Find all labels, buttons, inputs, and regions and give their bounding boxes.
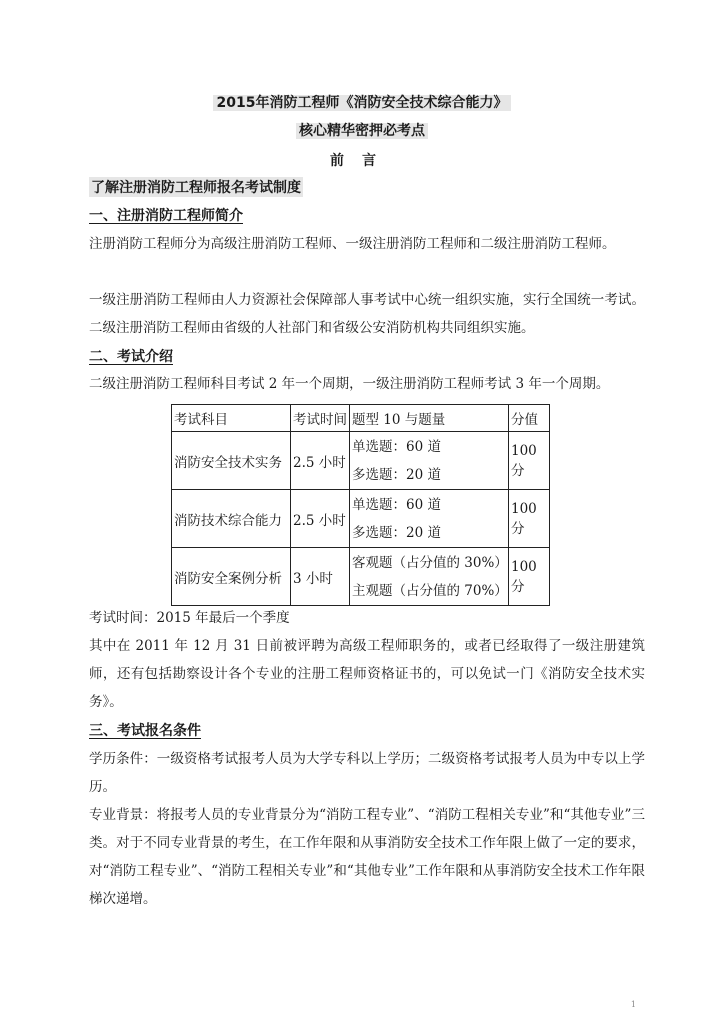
question-type: 单选题：60 道 [352,438,441,455]
table-header: 考试时间 [291,405,350,432]
document-subtitle: 核心精华密押必考点 [0,120,724,140]
exam-table [171,404,550,606]
question-type: 多选题：20 道 [352,524,441,541]
table-cell-time: 3 小时 [291,548,350,606]
table-row [172,548,550,606]
table-header: 题型 10 与题量 [350,405,509,432]
document-title: 2015年消防工程师《消防安全技术综合能力》 [0,92,724,112]
section2-heading: 二、考试介绍 [89,349,173,365]
section1-heading: 一、注册消防工程师简介 [89,208,243,224]
section3-para1: 学历条件：一级资格考试报考人员为大学专科以上学历；二级资格考试报考人员为中专以上学历。 [89,751,645,795]
section2-para2: 其中在 2011 年 12 月 31 日前被评聘为高级工程师职务的，或者已经取得了一级注册建筑师，还有包括勘察设计各个专业的注册工程师资格证书的，可以免试一门《消防安全技术实务》。 [89,638,645,710]
section1-para2: 一级注册消防工程师由人力资源社会保障部人事考试中心统一组织实施，实行全国统一考试。二级注册消防工程师由省级的人社部门和省级公安消防机构共同组织实施。 [89,292,645,336]
table-header: 考试科目 [172,405,291,432]
table-cell-subject: 消防技术综合能力 [172,490,291,548]
table-cell-type [350,548,509,606]
table-cell-score: 100 分 [509,548,550,606]
question-type: 主观题（占分值的 70%） [352,582,508,599]
section3-heading: 三、考试报名条件 [89,723,201,739]
table-header: 分值 [509,405,550,432]
table-row [172,490,550,548]
question-type: 多选题：20 道 [352,466,441,483]
table-cell-time: 2.5 小时 [291,432,350,490]
section3-para2: 专业背景：将报考人员的专业背景分为“消防工程专业”、“消防工程相关专业”和“其他专业”三类。对于不同专业背景的考生，在工作年限和从事消防安全技术工作年限上做了一定的要求，对“消防工程专业”、“消防工程相关专业”和“其他专业”工作年限和从事消防安全技术工作年限梯次递增。 [89,807,645,907]
intro-heading: 了解注册消防工程师报名考试制度 [89,177,303,197]
table-cell-time: 2.5 小时 [291,490,350,548]
table-cell-score: 100 分 [509,432,550,490]
section1-para1: 注册消防工程师分为高级注册消防工程师、一级注册消防工程师和二级注册消防工程师。 [89,236,616,252]
table-cell-type [350,490,509,548]
table-row [172,432,550,490]
table-cell-type [350,432,509,490]
page-number: 1 [630,1000,636,1009]
question-type: 客观题（占分值的 30%） [352,554,508,571]
table-cell-score: 100 分 [509,490,550,548]
table-cell-subject: 消防安全案例分析 [172,548,291,606]
exam-time: 考试时间：2015 年最后一个季度 [89,610,290,626]
question-type: 单选题：60 道 [352,496,441,513]
table-cell-subject: 消防安全技术实务 [172,432,291,490]
section2-para1: 二级注册消防工程师科目考试 2 年一个周期，一级注册消防工程师考试 3 年一个周期。 [89,376,610,392]
table-header-row [172,405,550,432]
preface-heading: 前言 [330,153,394,169]
